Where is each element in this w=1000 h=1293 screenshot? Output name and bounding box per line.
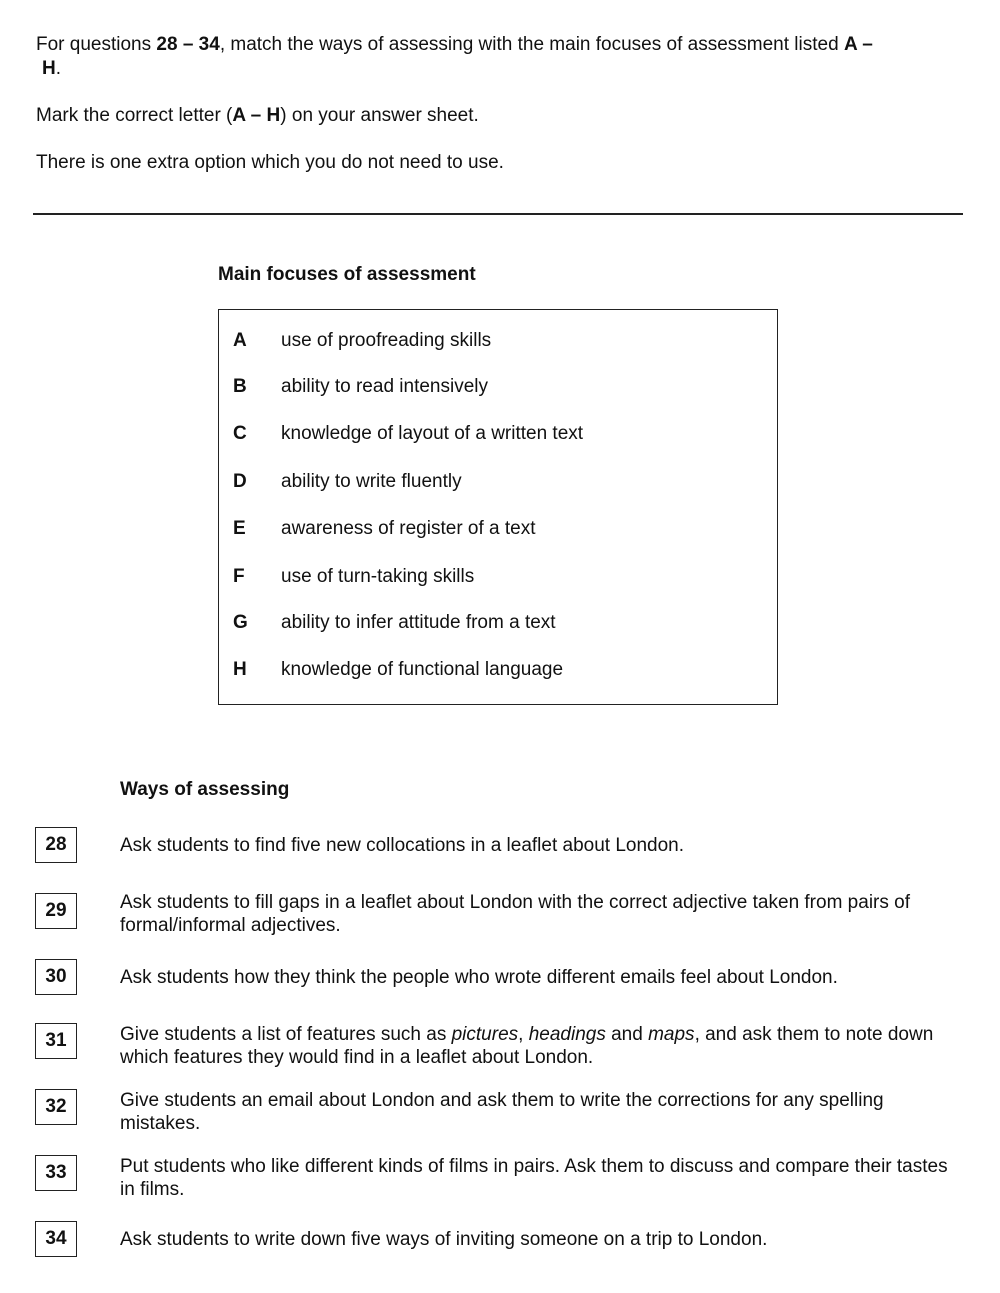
option-letter: B bbox=[233, 376, 247, 397]
answer-box-30[interactable]: 30 bbox=[35, 959, 77, 995]
option-letter: C bbox=[233, 423, 247, 444]
option-text: use of proofreading skills bbox=[281, 330, 492, 351]
option-text: ability to write fluently bbox=[281, 471, 462, 492]
question-text-part: Give students a list of features such as bbox=[120, 1024, 452, 1045]
option-text: knowledge of layout of a written text bbox=[281, 423, 584, 444]
question-text: Put students who like different kinds of films in pairs. Ask them to discuss and compare their tastes in films. bbox=[120, 1156, 948, 1200]
focuses-box bbox=[218, 309, 778, 705]
instruction-text: . bbox=[55, 58, 62, 79]
letter-range-start: A – bbox=[843, 34, 873, 55]
option-text: ability to infer attitude from a text bbox=[281, 612, 556, 633]
question-text-part: , and ask them to note down which features they would find in a leaflet about London. bbox=[120, 1024, 934, 1068]
option-letter: F bbox=[233, 566, 245, 587]
letter-range-end: H bbox=[42, 58, 56, 79]
instruction-text: For questions bbox=[36, 34, 157, 55]
option-text: use of turn-taking skills bbox=[281, 566, 475, 587]
question-text bbox=[120, 1023, 965, 1069]
instruction-line-2 bbox=[36, 104, 966, 128]
instruction-line-1 bbox=[36, 33, 966, 81]
instruction-text: , match the ways of assessing with the main focuses of assessment listed bbox=[219, 34, 844, 55]
divider bbox=[33, 213, 963, 215]
letter-range: A – H bbox=[232, 105, 281, 126]
answer-box-31[interactable]: 31 bbox=[35, 1023, 77, 1059]
instruction-line-3: There is one extra option which you do not need to use. bbox=[36, 152, 504, 173]
option-text: knowledge of functional language bbox=[281, 659, 564, 680]
answer-box-33[interactable]: 33 bbox=[35, 1155, 77, 1191]
feature-maps: maps bbox=[648, 1024, 695, 1045]
question-text: Ask students to write down five ways of inviting someone on a trip to London. bbox=[120, 1229, 768, 1250]
option-text: awareness of register of a text bbox=[281, 518, 536, 539]
question-text: Give students an email about London and ask them to write the corrections for any spelling mistakes. bbox=[120, 1090, 884, 1134]
separator: and bbox=[605, 1024, 649, 1045]
question-text: Ask students to fill gaps in a leaflet about London with the correct adjective taken from pairs of formal/informal adjectives. bbox=[120, 892, 910, 936]
instructions bbox=[36, 33, 966, 198]
option-letter: H bbox=[233, 659, 247, 680]
answer-box-32[interactable]: 32 bbox=[35, 1089, 77, 1125]
instruction-text: ) on your answer sheet. bbox=[280, 105, 479, 126]
separator: , bbox=[518, 1024, 529, 1045]
option-letter: D bbox=[233, 471, 247, 492]
question-text: Ask students how they think the people who wrote different emails feel about London. bbox=[120, 967, 838, 988]
feature-headings: headings bbox=[528, 1024, 606, 1045]
option-letter: G bbox=[233, 612, 248, 633]
option-letter: A bbox=[233, 330, 247, 351]
question-text: Ask students to find five new collocations in a leaflet about London. bbox=[120, 835, 685, 856]
answer-box-34[interactable]: 34 bbox=[35, 1221, 77, 1257]
instruction-text: Mark the correct letter ( bbox=[36, 105, 233, 126]
ways-heading: Ways of assessing bbox=[120, 779, 290, 800]
answer-box-29[interactable]: 29 bbox=[35, 893, 77, 929]
answer-box-28[interactable]: 28 bbox=[35, 827, 77, 863]
question-range: 28 – 34 bbox=[156, 34, 220, 55]
option-text: ability to read intensively bbox=[281, 376, 488, 397]
option-letter: E bbox=[233, 518, 246, 539]
focuses-heading: Main focuses of assessment bbox=[218, 264, 476, 285]
feature-pictures: pictures bbox=[451, 1024, 519, 1045]
